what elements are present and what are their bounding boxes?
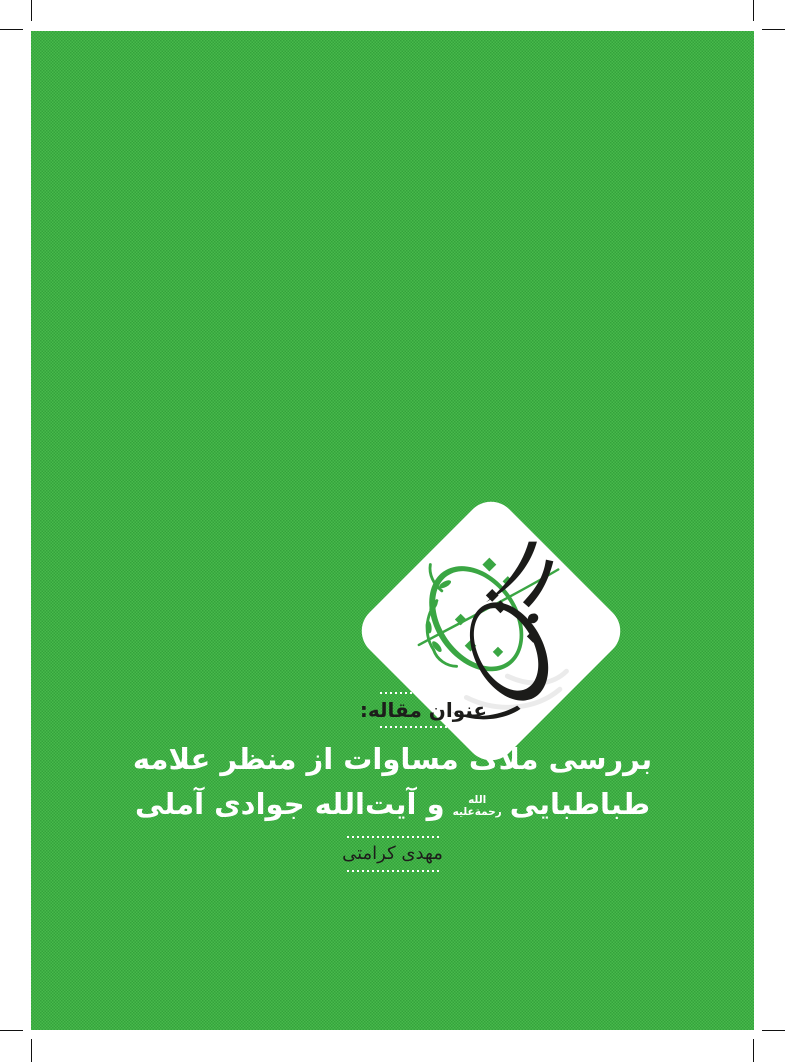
cover-background bbox=[31, 31, 754, 1030]
article-label-block bbox=[62, 692, 785, 728]
honorific-rahmatollah bbox=[453, 794, 502, 819]
author-name: مهدی کرامتی bbox=[342, 843, 443, 864]
crop-mark-top-right-horizontal bbox=[762, 29, 785, 30]
article-title-line1: بررسی ملاک مساوات از منظر علامه bbox=[132, 742, 653, 776]
author-block bbox=[31, 836, 754, 872]
dotted-divider-top bbox=[380, 692, 468, 694]
crop-mark-bottom-left-vertical bbox=[31, 1039, 32, 1062]
crop-mark-top-left-horizontal bbox=[0, 29, 23, 30]
title-line2-before: طباطبایی bbox=[509, 787, 651, 821]
crop-mark-top-left-vertical bbox=[31, 0, 32, 21]
article-label: عنوان مقاله: bbox=[359, 698, 488, 722]
title-line2-after: و آیت‌الله جوادی آملی bbox=[134, 787, 445, 821]
author-divider-bottom bbox=[347, 870, 439, 872]
honorific-top: الله bbox=[468, 793, 487, 806]
dotted-divider-bottom bbox=[380, 726, 468, 728]
crop-mark-bottom-right-vertical bbox=[753, 1039, 754, 1062]
article-title bbox=[31, 736, 754, 826]
honorific-bottom: رحمةعلیه bbox=[452, 806, 502, 819]
crop-mark-top-right-vertical bbox=[753, 0, 754, 21]
emblem-diamond bbox=[351, 491, 631, 771]
article-title-line2 bbox=[31, 782, 754, 826]
crop-mark-bottom-right-horizontal bbox=[762, 1030, 785, 1031]
crop-mark-bottom-left-horizontal bbox=[0, 1030, 23, 1031]
author-divider-top bbox=[347, 836, 439, 838]
